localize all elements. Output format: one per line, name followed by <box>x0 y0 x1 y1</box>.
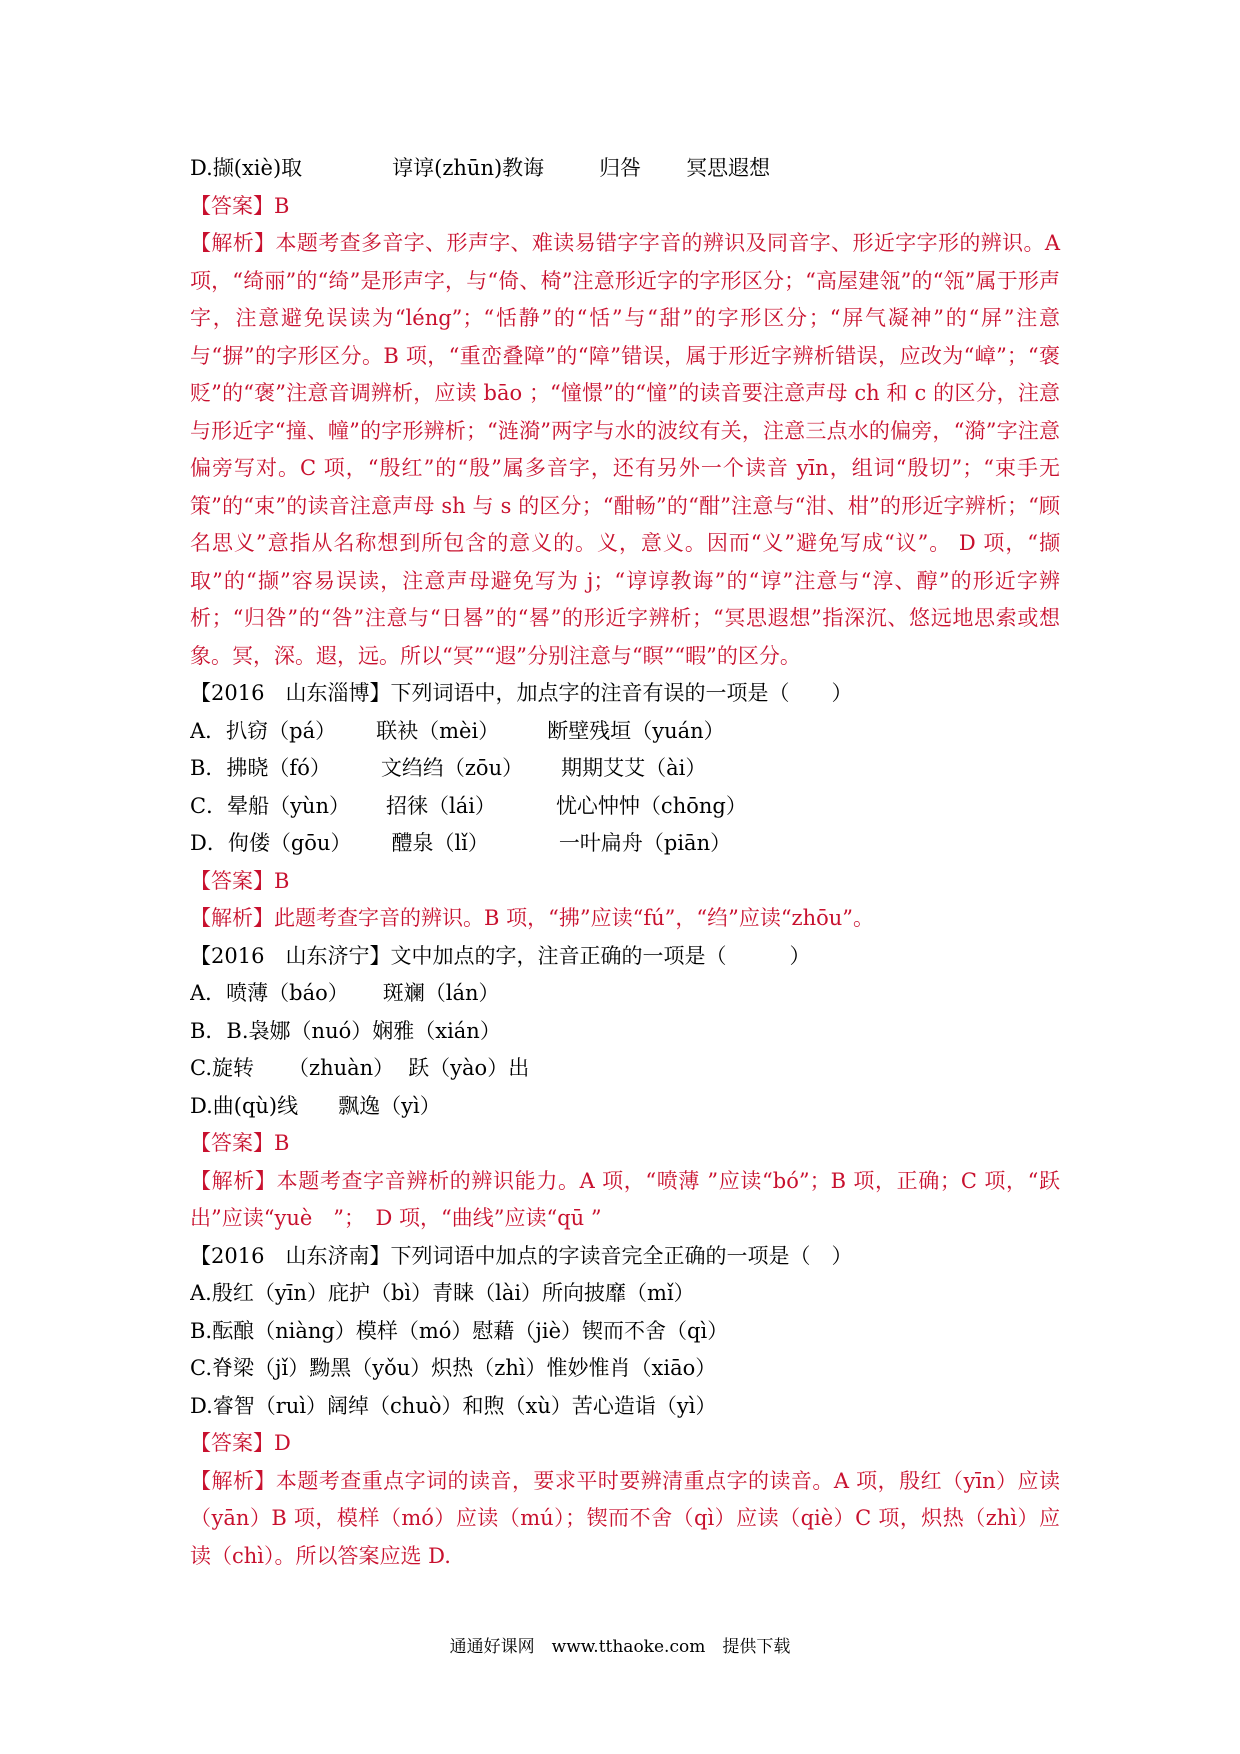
option-item: 忧心忡忡（chōng） <box>555 793 747 818</box>
answer-line: 【解析】此题考查字音的辨识。B 项，“拂”应读“fú”，“绉”应读“zhōu”。 <box>190 906 875 930</box>
option-item: 跃（yào）出 <box>408 1056 530 1080</box>
analysis-paragraph: 【解析】本题考查字音辨析的辨识能力。A 项，“喷薄 ”应读“bó”；B 项，正确；C 项，“跃出”应读“yuè ”； D 项，“曲线”应读“qū ” <box>190 1168 1060 1230</box>
option-item: 一叶扁舟（piān） <box>558 831 732 855</box>
option-item: 期期艾艾（ài） <box>561 756 707 780</box>
document-body <box>190 150 1060 1575</box>
option-item: 招徕（lái） <box>385 793 496 818</box>
option-item: B．拂晓（fó） <box>190 756 331 780</box>
option-item: A．扒窃（pá） <box>190 718 337 743</box>
option-line <box>190 1050 1060 1088</box>
option-item: C.旋转 <box>190 1056 254 1080</box>
option-item: D．佝偻（gōu） <box>190 831 352 855</box>
option-line: C.脊梁（jǐ）黝黑（yǒu）炽热（zhì）惟妙惟肖（xiāo） <box>190 1356 717 1380</box>
answer-line: 【答案】B <box>190 193 290 218</box>
answer-line: 【答案】B <box>190 1131 290 1155</box>
answer-line: 【答案】B <box>190 868 290 893</box>
answer-line: 【答案】D <box>190 1431 291 1455</box>
option-item: 斑斓（lán） <box>382 981 500 1005</box>
option-line: D.睿智（ruì）阔绰（chuò）和煦（xù）苦心造诣（yì） <box>190 1393 717 1418</box>
question-line <box>190 938 1060 976</box>
option-item: 谆谆(zhūn)教诲 <box>392 156 545 180</box>
option-item: 断壁残垣（yuán） <box>547 718 725 743</box>
question-text: 下列词语中加点的字读音完全正确的一项是（ ） <box>390 1243 853 1268</box>
option-item: （zhuàn） <box>288 1056 395 1080</box>
question-source: 【2016 山东淄博】 <box>190 681 391 705</box>
option-line <box>190 975 1060 1013</box>
option-item: 醴泉（lǐ） <box>391 831 489 855</box>
option-line <box>190 1013 1060 1051</box>
option-line <box>190 788 1060 826</box>
option-item: 冥思遐想 <box>686 156 771 180</box>
option-item: 飘逸（yì） <box>338 1093 441 1118</box>
option-line <box>190 713 1060 751</box>
option-item: 归咎 <box>599 156 642 180</box>
option-line <box>190 1088 1060 1126</box>
analysis-paragraph: 【解析】本题考查多音字、形声字、难读易错字字音的辨识及同音字、形近字字形的辨识。A 项，“绮丽”的“绮”是形声字，与“倚、椅”注意形近字的字形区分；“高屋建瓴”的“瓴”属于形声字，注意避免误读为“léng”；“恬静”的“恬”与“甜”的字形区分；“屏气凝神”的“屏”注意与“摒”的字形区分。B 项，“重峦叠障”的“障”错误，属于形近字辨析错误，应改为“嶂”；“褒贬”的“褒”注意音调辨析，应读 bāo ；“憧憬”的“憧”的读音要注意声母 ch 和 c 的区分，注意与形近字“撞、幢”的字形辨析；“涟漪”两字与水的波纹有关，注意三点水的偏旁，“漪”字注意偏旁写对。C 项，“殷红”的“殷”属多音字，还有另外一个读音 yīn，组词“殷切”；“束手无策”的“束”的读音注意声母 sh 与 s 的区分；“酣畅”的“酣”注意与“泔、柑”的形近字辨析；“顾名思义”意指从名称想到所包含的意义的。义，意义。因而“义”避免写成“议”。 D 项，“撷取”的“撷”容易误读，注意声母避免写为 j；“谆谆教诲”的“谆”注意与“淳、醇”的形近字辨析；“归咎”的“咎”注意与“日晷”的“晷”的形近字辨析；“冥思遐想”指深沉、悠远地思索或想象。冥，深。遐，远。所以“冥”“遐”分别注意与“瞑”“暇”的区分。 <box>190 231 1060 668</box>
option-item: C．晕船（yùn） <box>190 793 350 818</box>
analysis-paragraph: 【解析】本题考查重点字词的读音，要求平时要辨清重点字的读音。A 项，殷红（yīn）应读（yān）B 项，模样（mó）应读（mú）；锲而不舍（qì）应读（qiè）C 项，炽热（zhì）应读（chì）。所以答案应选 D. <box>190 1468 1060 1568</box>
question-text: 文中加点的字，注音正确的一项是（ ） <box>390 943 811 968</box>
option-line: A.殷红（yīn）庇护（bì）青睐（lài）所向披靡（mǐ） <box>190 1281 695 1305</box>
option-item: 文绉绉（zōu） <box>380 756 524 780</box>
option-line <box>190 750 1060 788</box>
question-line <box>190 675 1060 713</box>
question-line <box>190 1238 1060 1276</box>
option-item: D.曲(qù)线 <box>190 1093 299 1118</box>
option-item: 联袂（mèi） <box>376 718 500 743</box>
question-text: 下列词语中，加点字的注音有误的一项是（ ） <box>390 681 853 705</box>
question-source: 【2016 山东济南】 <box>190 1243 391 1268</box>
option-item: A．喷薄（báo） <box>190 981 349 1005</box>
option-item: B．B.袅娜（nuó）娴雅（xián） <box>190 1018 501 1043</box>
option-line: B.酝酿（niàng）模样（mó）慰藉（jiè）锲而不舍（qì） <box>190 1318 729 1343</box>
option-line <box>190 825 1060 863</box>
question-source: 【2016 山东济宁】 <box>190 943 391 968</box>
option-item: D.撷(xiè)取 <box>190 156 303 180</box>
page-footer: 通通好课网 www.tthaoke.com 提供下载 <box>449 1637 791 1657</box>
option-line <box>190 150 1060 188</box>
